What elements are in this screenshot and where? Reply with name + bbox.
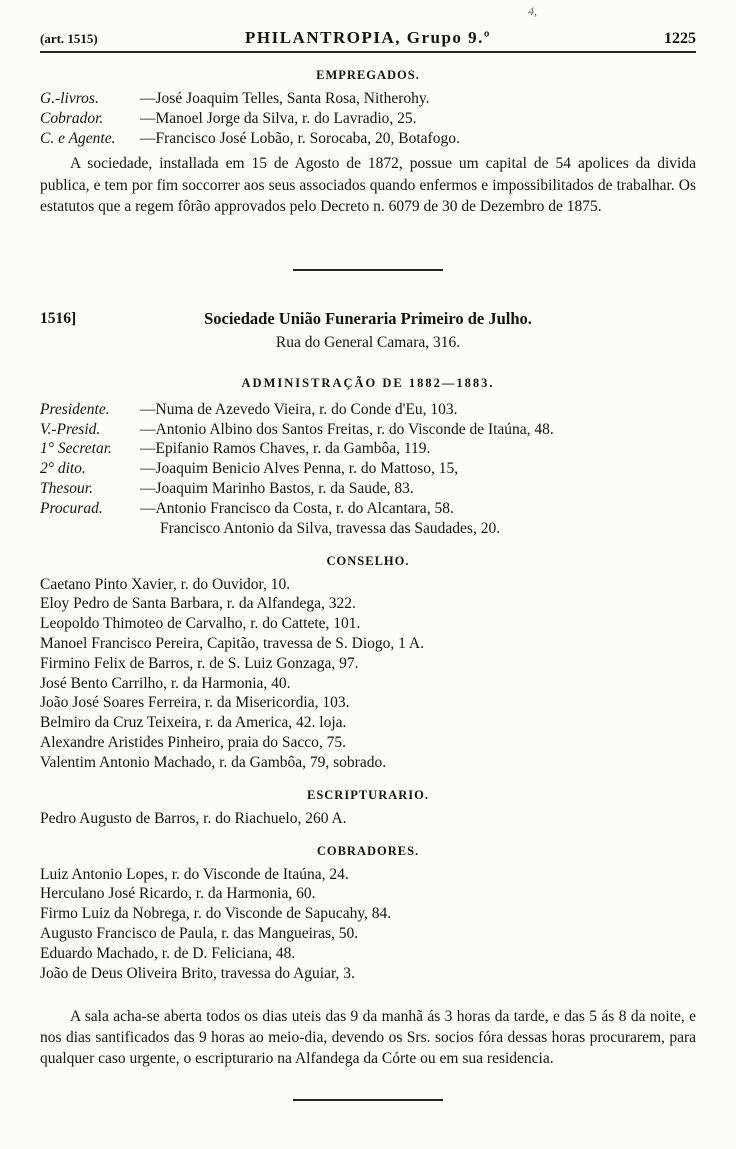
- role-label: 1° Secretar.: [40, 440, 112, 458]
- escripturario-heading: ESCRIPTURARIO.: [306, 787, 429, 802]
- end-divider: [293, 1099, 443, 1101]
- section-running-title: PHILANTROPIA, Grupo 9.º: [244, 28, 492, 47]
- role-label: C. e Agente.: [40, 129, 116, 147]
- conselho-member: Valentim Antonio Machado, r. da Gambôa, 79, sobrado.: [40, 753, 387, 771]
- role-label: 2° dito.: [40, 460, 86, 478]
- page-header: [40, 28, 696, 53]
- empregados-heading: EMPREGADOS.: [316, 68, 420, 82]
- role-value: —Joaquim Benicio Alves Penna, r. do Mattoso, 15,: [140, 460, 459, 478]
- admin-row: [40, 400, 696, 420]
- cobrador-line: Eduardo Machado, r. de D. Feliciana, 48.: [40, 944, 296, 962]
- role-label: Procurad.: [40, 499, 103, 517]
- cobrador-line: João de Deus Oliveira Brito, travessa do Aguiar, 3.: [40, 964, 355, 982]
- cobrador-line: Firmo Luiz da Nobrega, r. do Visconde de Sapucahy, 84.: [40, 905, 392, 923]
- role-label: Presidente.: [40, 400, 110, 418]
- conselho-member: Firmino Felix de Barros, r. de S. Luiz Gonzaga, 97.: [40, 654, 359, 672]
- entry-address: Rua do General Camara, 316.: [275, 333, 461, 351]
- administration-heading: ADMINISTRAÇÃO DE 1882—1883.: [241, 375, 495, 390]
- admin-row: [40, 459, 696, 479]
- cobrador-line: Luiz Antonio Lopes, r. do Visconde de Itaúna, 24.: [40, 865, 349, 883]
- entry-title: Sociedade União Funeraria Primeiro de Julho.: [204, 308, 532, 328]
- conselho-heading: CONSELHO.: [326, 553, 410, 568]
- role-label: G.-livros.: [40, 90, 99, 107]
- conselho-member: Caetano Pinto Xavier, r. do Ouvidor, 10.: [40, 575, 291, 593]
- cobradores-heading: COBRADORES.: [316, 843, 420, 858]
- admin-row: [40, 439, 696, 459]
- cobrador-line: Augusto Francisco de Paula, r. das Mangueiras, 50.: [40, 925, 359, 943]
- role-label: Thesour.: [40, 480, 93, 498]
- section-divider: [293, 269, 443, 271]
- cobrador-line: Herculano José Ricardo, r. da Harmonia, 60.: [40, 885, 316, 903]
- admin-row: [40, 479, 696, 499]
- role-value: —Numa de Azevedo Vieira, r. do Conde d'Eu, 103.: [140, 400, 458, 418]
- employee-row: [40, 109, 696, 129]
- role-value: —Manoel Jorge da Silva, r. do Lavradio, 25.: [140, 109, 417, 127]
- admin-row: [40, 420, 696, 440]
- role-value: —Antonio Albino dos Santos Freitas, r. do Visconde de Itaúna, 48.: [140, 420, 554, 438]
- scan-artifact: 4,: [528, 4, 537, 18]
- page-number: 1225: [664, 30, 696, 47]
- conselho-member: Alexandre Aristides Pinheiro, praia do Sacco, 75.: [40, 734, 347, 752]
- entry-number: 1516]: [40, 309, 77, 327]
- role-label: V.-Presid.: [40, 420, 101, 438]
- entry-heading: [40, 309, 696, 329]
- society-description-paragraph: A sociedade, installada em 15 de Agosto de 1872, possue um capital de 54 apolices da divida publica, e tem por fim soccorrer aos seus associados quando enfermos e impossibilitados de trabalhar. Os estatutos que a regem fôrão approvados pelo Decreto n. 6079 de 30 de Dezembro de 1875.: [40, 155, 696, 215]
- closing-paragraph: A sala acha-se aberta todos os dias uteis das 9 da manhã ás 3 horas da tarde, e das 5 ás 8 da noite, e nos dias santificados das 9 horas ao meio-dia, devendo os Srs. socios fóra dessas horas procurarem, para qualquer caso urgente, o escripturario na Alfandega da Córte ou em sua residencia.: [40, 1007, 696, 1067]
- role-value: —Francisco José Lobão, r. Sorocaba, 20, Botafogo.: [140, 129, 460, 147]
- admin-row: [40, 499, 696, 519]
- role-label: Cobrador.: [40, 109, 104, 127]
- admin-extra-line: Francisco Antonio da Silva, travessa das Saudades, 20.: [160, 519, 501, 537]
- escripturario-line: Pedro Augusto de Barros, r. do Riachuelo, 260 A.: [40, 809, 347, 827]
- conselho-member: Manoel Francisco Pereira, Capitão, travessa de S. Diogo, 1 A.: [40, 635, 424, 652]
- conselho-member: Eloy Pedro de Santa Barbara, r. da Alfandega, 322.: [40, 595, 356, 613]
- conselho-member: Belmiro da Cruz Teixeira, r. da America, 42. loja.: [40, 714, 347, 732]
- conselho-member: José Bento Carrilho, r. da Harmonia, 40.: [40, 674, 291, 692]
- role-value: —José Joaquim Telles, Santa Rosa, Nitherohy.: [140, 90, 430, 107]
- employee-row: [40, 129, 696, 149]
- employee-row: [40, 89, 696, 109]
- conselho-member: João José Soares Ferreira, r. da Misericordia, 103.: [40, 694, 350, 712]
- role-value: —Antonio Francisco da Costa, r. do Alcantara, 58.: [140, 499, 454, 517]
- role-value: —Joaquim Marinho Bastos, r. da Saude, 83.: [140, 480, 414, 498]
- role-value: —Epifanio Ramos Chaves, r. da Gambôa, 119.: [140, 440, 431, 458]
- conselho-member: Leopoldo Thimoteo de Carvalho, r. do Cattete, 101.: [40, 615, 361, 633]
- article-reference: (art. 1515): [40, 31, 98, 46]
